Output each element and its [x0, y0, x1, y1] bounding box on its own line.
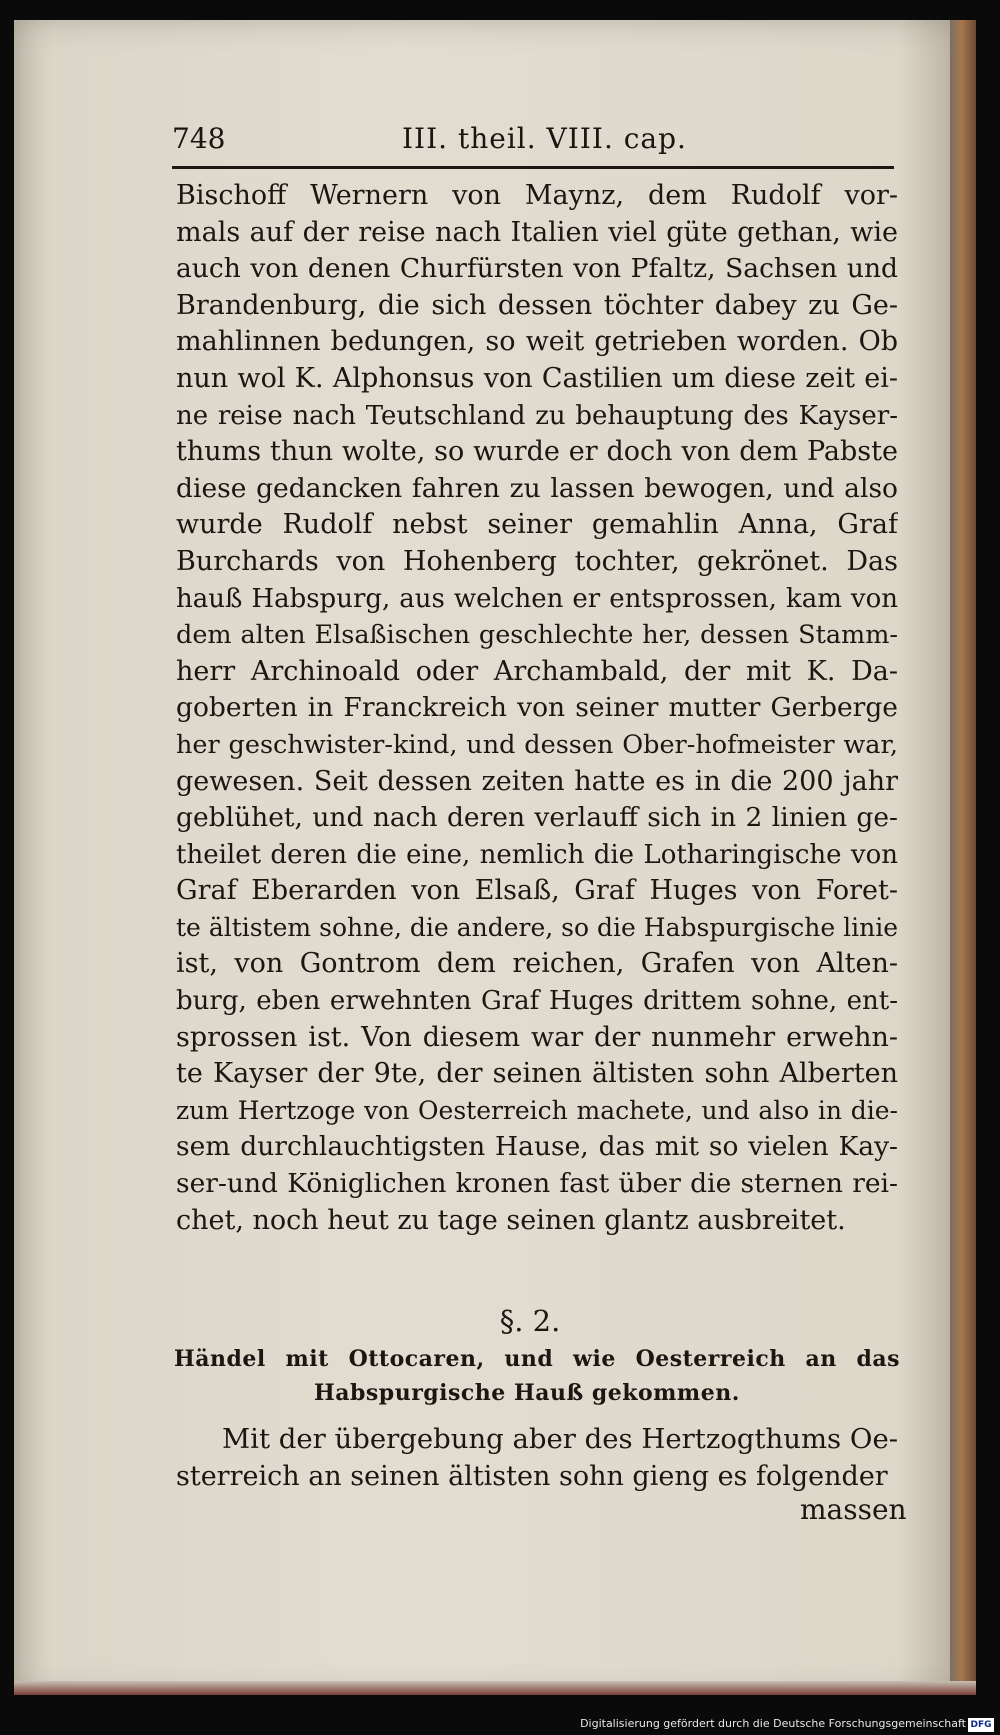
text-line: Burchards von Hohenberg tochter, gekrönet. Das [176, 545, 898, 577]
text-line: zum Hertzoge von Oesterreich machete, und also in die- [176, 1095, 898, 1125]
text-line: ne reise nach Teutschland zu behauptung des Kayser- [176, 400, 898, 431]
text-line: sprossen ist. Von diesem war der nunmehr erwehn- [176, 1021, 898, 1053]
text-line: te Kayser der 9te, der seinen ältisten sohn Alberten [176, 1058, 898, 1090]
text-line: wurde Rudolf nebst seiner gemahlin Anna, Graf [176, 509, 898, 541]
text-line: goberten in Franckreich von seiner mutter Gerberge [176, 692, 898, 724]
text-line: chet, noch heut zu tage seinen glantz ausbreitet. [176, 1204, 846, 1236]
dfg-logo: DFG [968, 1718, 994, 1732]
text-line: Graf Eberarden von Elsaß, Graf Huges von Foret- [176, 875, 898, 907]
text-line: mahlinnen bedungen, so weit getrieben worden. Ob [176, 326, 898, 358]
text-line: thums thun wolte, so wurde er doch von dem Pabste [176, 436, 898, 468]
text-line: sterreich an seinen ältisten sohn gieng es folgender [176, 1461, 888, 1492]
main-paragraph [176, 178, 898, 1239]
text-line: herr Archinoald oder Archambald, der mit K. Da- [176, 655, 898, 687]
text-line: mals auf der reise nach Italien viel güte gethan, wie [176, 216, 898, 248]
page-number: 748 [172, 122, 226, 155]
section-title-line: Händel mit Ottocaren, und wie Oesterreich an das [174, 1346, 900, 1372]
text-line: theilet deren die eine, nemlich die Lotharingische von [176, 839, 898, 870]
section-title [174, 1342, 900, 1410]
text-line: sem durchlauchtigsten Hause, das mit so vielen Kay- [176, 1131, 898, 1163]
text-line: burg, eben erwehnten Graf Huges drittem sohne, ent- [176, 986, 898, 1017]
section-paragraph [176, 1420, 898, 1496]
page-header [172, 122, 897, 156]
page-bottom-edge [14, 1681, 976, 1695]
text-line: Mit der übergebung aber des Hertzogthums Oe- [222, 1423, 898, 1455]
text-line: gewesen. Seit dessen zeiten hatte es in die 200 jahr [176, 765, 898, 797]
section-number: §. 2. [499, 1304, 561, 1338]
text-line: geblühet, und nach deren verlauff sich in 2 linien ge- [176, 802, 898, 834]
text-line: nun wol K. Alphonsus von Castilien um diese zeit ei- [176, 362, 898, 394]
text-line: ser-und Königlichen kronen fast über die sternen rei- [176, 1168, 898, 1200]
text-line: dem alten Elsaßischen geschlechte her, dessen Stamm- [176, 620, 898, 651]
book-spine-edge [950, 20, 976, 1695]
section-title-line: Habspurgische Hauß gekommen. [314, 1380, 740, 1406]
text-line: Brandenburg, die sich dessen töchter dabey zu Ge- [176, 289, 898, 321]
text-line: ist, von Gontrom dem reichen, Grafen von Alten- [176, 948, 898, 980]
text-line: auch von denen Churfürsten von Pfaltz, Sachsen und [176, 253, 898, 285]
text-line: Bischoff Wernern von Maynz, dem Rudolf vor- [176, 180, 898, 211]
header-rule [172, 166, 894, 169]
digitization-credit: Digitalisierung gefördert durch die Deutsche Forschungsgemeinschaft [580, 1717, 966, 1730]
running-head: III. theil. VIII. cap. [402, 122, 687, 155]
text-line: diese gedancken fahren zu lassen bewogen, und also [176, 472, 898, 504]
text-line: te ältistem sohne, die andere, so die Habspurgische linie [176, 912, 898, 942]
text-line: hauß Habspurg, aus welchen er entsprossen, kam von [176, 583, 898, 614]
catchword: massen [800, 1493, 907, 1526]
text-line: her geschwister-kind, und dessen Ober-hofmeister war, [176, 729, 898, 760]
